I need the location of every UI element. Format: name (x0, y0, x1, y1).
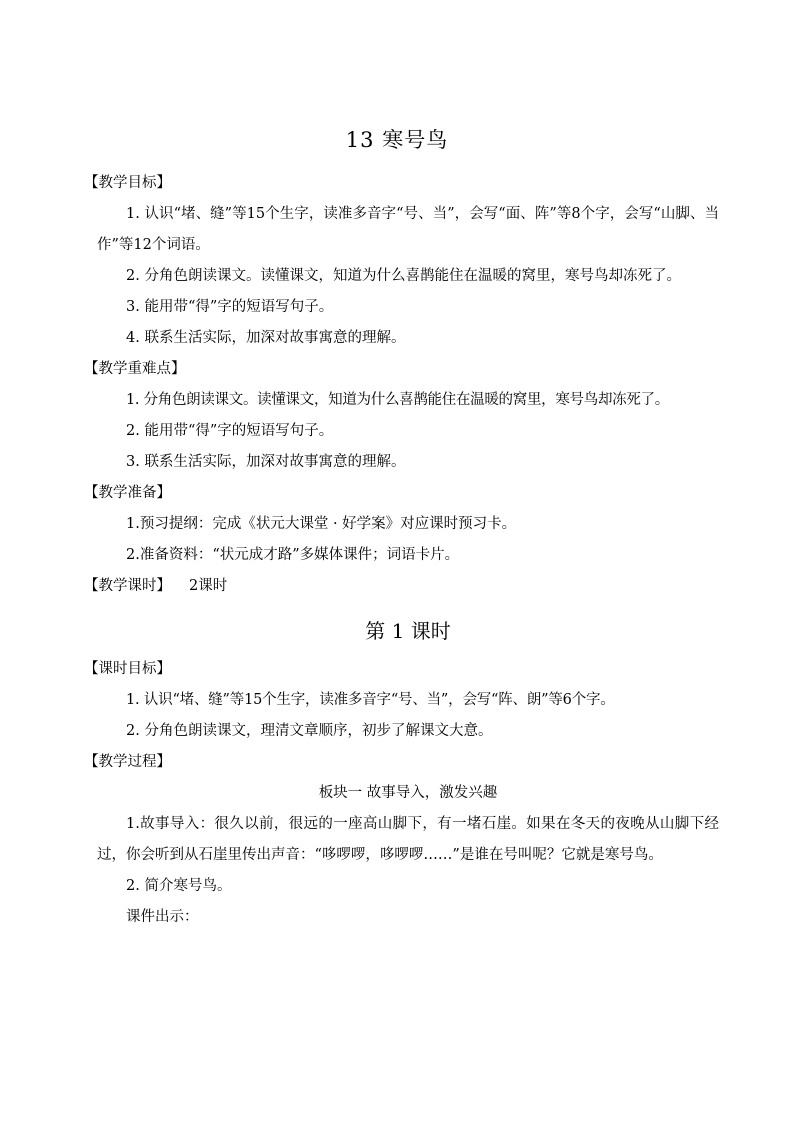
prep-item-1: 1.预习提纲：完成《状元大课堂 · 好学案》对应课时预习卡。 (126, 516, 517, 532)
prep-item-2: 2.准备资料：“状元成才路”多媒体课件；词语卡片。 (126, 547, 460, 563)
process-item-2: 2. 简介寒号鸟。 (126, 878, 232, 894)
document-body (84, 168, 719, 933)
process-item-1: 1.故事导入：很久以前，很远的一座高山脚下，有一堵石崖。如果在冬天的夜晚从山脚下经过，你会听到从石崖里传出声音：“哆啰啰，哆啰啰……”是谁在号叫呢？它就是寒号鸟。 (97, 816, 719, 863)
goals-heading: 【教学目标】 (84, 175, 171, 191)
goal-item-2: 2. 分角色朗读课文。读懂课文，知道为什么喜鹊能住在温暖的窝里，寒号鸟却冻死了。 (126, 268, 681, 284)
keypoint-item-1: 1. 分角色朗读课文。读懂课文，知道为什么喜鹊能住在温暖的窝里，寒号鸟却冻死了。 (126, 392, 669, 408)
block-title: 板块一 故事导入，激发兴趣 (318, 785, 498, 801)
lesson1-goals-heading: 【课时目标】 (84, 661, 171, 677)
keypoint-item-3: 3. 联系生活实际，加深对故事寓意的理解。 (126, 454, 406, 470)
hours-row (84, 571, 719, 602)
hours-heading: 【教学课时】 (84, 578, 171, 594)
lesson1-title: 第 1 课时 (365, 619, 451, 643)
prep-heading: 【教学准备】 (84, 485, 171, 501)
goal-item-1: 1. 认识“堵、缝”等15个生字，读准多音字“号、当”，会写“面、阵”等8个字，会写“山脚、当作”等12个词语。 (97, 206, 719, 253)
lesson-title: 13 寒号鸟 (345, 128, 449, 152)
lesson1-goal-2: 2. 分角色朗读课文，理清文章顺序，初步了解课文大意。 (126, 723, 493, 739)
goal-item-3: 3. 能用带“得”字的短语写句子。 (126, 299, 334, 315)
goal-item-4: 4. 联系生活实际，加深对故事寓意的理解。 (126, 330, 406, 346)
process-heading: 【教学过程】 (84, 754, 171, 770)
keypoints-heading: 【教学重难点】 (84, 361, 186, 377)
process-item-3: 课件出示： (126, 909, 199, 925)
lesson1-goal-1: 1. 认识“堵、缝”等15个生字，读准多音字“号、当”，会写“阵、朗”等6个字。 (126, 692, 615, 708)
keypoint-item-2: 2. 能用带“得”字的短语写句子。 (126, 423, 334, 439)
hours-value: 2课时 (189, 578, 228, 594)
